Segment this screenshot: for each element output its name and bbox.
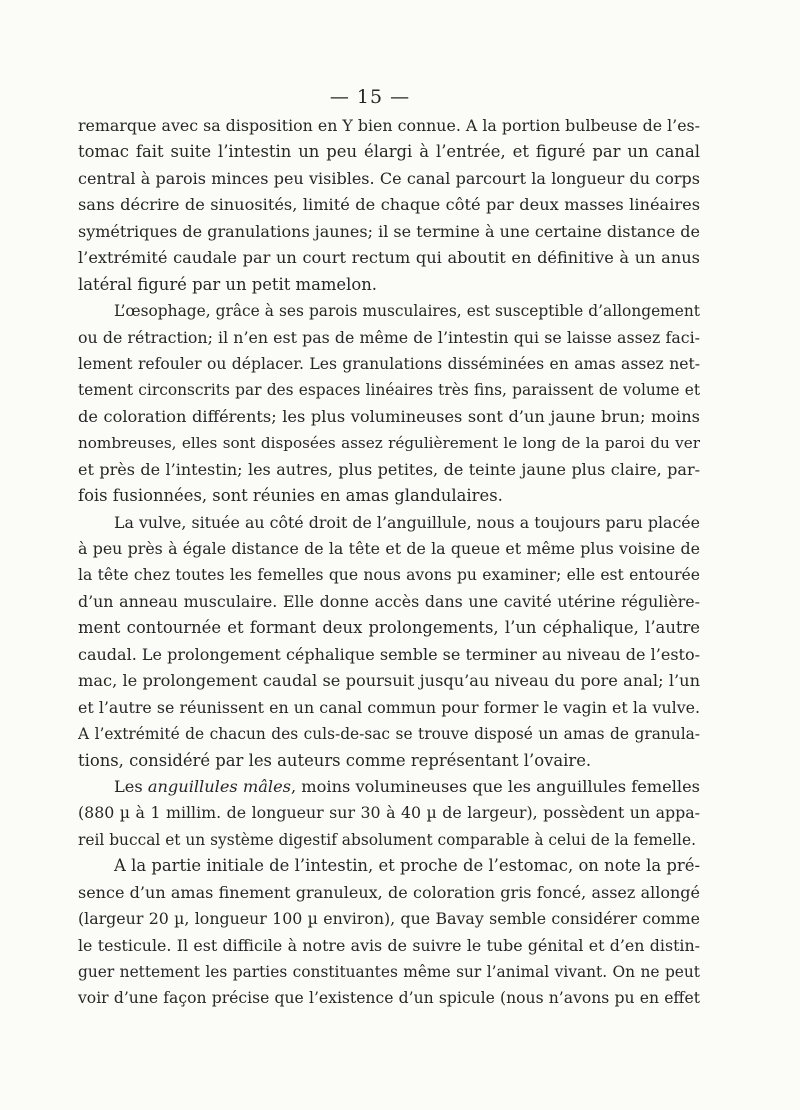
text-line: la tête chez toutes les femelles que nous avons pu examiner; elle est entourée [78, 566, 700, 585]
text-line: caudal. Le prolongement céphalique semble se terminer au niveau de l’esto- [78, 644, 700, 664]
text-line: l’extrémité caudale par un court rectum qui aboutit en définitive à un anus [78, 248, 700, 268]
paragraph-4 [78, 774, 700, 853]
text-line: (880 µ à 1 millim. de longueur sur 30 à 40 µ de largeur), possèdent un appa- [78, 803, 700, 823]
body-text [78, 113, 700, 1012]
paragraph-1 [78, 113, 700, 298]
text-line: fois fusionnées, sont réunies en amas glandulaires. [78, 486, 503, 506]
paragraph-5 [78, 853, 700, 1012]
text-run: Les [114, 776, 148, 796]
text-line: d’un anneau musculaire. Elle donne accès dans une cavité utérine régulière- [78, 591, 700, 611]
text-line: nombreuses, elles sont disposées assez régulièrement le long de la paroi du ver [78, 434, 700, 453]
paragraph-3 [78, 510, 700, 774]
text-line: A la partie initiale de l’intestin, et proche de l’estomac, on note la pré- [114, 856, 700, 876]
text-line: symétriques de granulations jaunes; il se termine à une certaine distance de [78, 221, 700, 241]
text-line: reil buccal et un système digestif absolument comparable à celui de la femelle. [78, 830, 696, 849]
text-line: et près de l’intestin; les autres, plus petites, de teinte jaune plus claire, par- [78, 459, 700, 479]
text-run: , moins volumineuses que les anguillules femelles [290, 776, 700, 796]
text-line: ment contournée et formant deux prolongements, l’un céphalique, l’autre [78, 618, 700, 638]
text-line: sans décrire de sinuosités, limité de chaque côté par deux masses linéaires [78, 195, 700, 215]
text-line: de coloration différents; les plus volumineuses sont d’un jaune brun; moins [78, 406, 700, 426]
text-line: La vulve, située au côté droit de l’anguillule, nous a toujours paru placée [114, 512, 700, 532]
text-line: ou de rétraction; il n’en est pas de même de l’intestin qui se laisse assez faci- [78, 327, 700, 347]
text-line: voir d’une façon précise que l’existence d’un spicule (nous n’avons pu en effet [78, 989, 700, 1008]
text-line: mac, le prolongement caudal se poursuit jusqu’au niveau du pore anal; l’un [78, 671, 700, 691]
page-number: — 15 — [329, 86, 411, 108]
text-line: L’œsophage, grâce à ses parois musculaires, est susceptible d’allongement [114, 302, 700, 321]
text-line: lement refouler ou déplacer. Les granulations disséminées en amas assez net- [78, 354, 700, 373]
paragraph-2 [78, 298, 700, 510]
text-line: et l’autre se réunissent en un canal commun pour former le vagin et la vulve. [78, 697, 700, 717]
italic-term: anguillules mâles [147, 776, 291, 796]
text-line: sence d’un amas finement granuleux, de coloration gris foncé, assez allongé [78, 882, 700, 902]
text-line: à peu près à égale distance de la tête et de la queue et même plus voisine de [78, 539, 700, 558]
text-line-mixed [78, 774, 700, 800]
text-line: le testicule. Il est difficile à notre avis de suivre le tube génital et d’en distin- [78, 935, 700, 955]
text-line: tement circonscrits par des espaces linéaires très fins, paraissent de volume et [78, 381, 700, 400]
text-line: guer nettement les parties constituantes même sur l’animal vivant. On ne peut [78, 963, 700, 981]
text-line: tomac fait suite l’intestin un peu élargi à l’entrée, et figuré par un canal [78, 142, 700, 162]
text-line: (largeur 20 µ, longueur 100 µ environ), que Bavay semble considérer comme [78, 909, 700, 929]
text-line: A l’extrémité de chacun des culs-de-sac se trouve disposé un amas de granula- [78, 725, 700, 744]
text-line: tions, considéré par les auteurs comme représentant l’ovaire. [78, 750, 592, 770]
text-line: remarque avec sa disposition en Y bien connue. A la portion bulbeuse de l’es- [78, 116, 700, 135]
text-line: latéral figuré par un petit mamelon. [78, 274, 377, 294]
text-line: central à parois minces peu visibles. Ce canal parcourt la longueur du corps [78, 168, 700, 188]
